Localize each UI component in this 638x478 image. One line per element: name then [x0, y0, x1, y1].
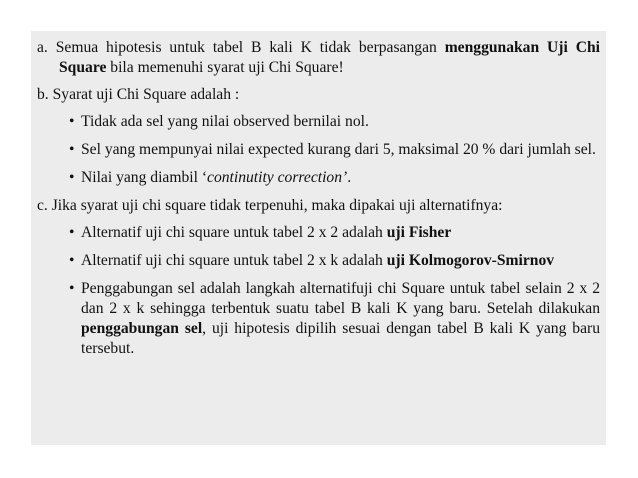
slide-content: [31, 31, 606, 445]
list-item-bold: penggabungan sel: [81, 320, 203, 337]
section-c-list: [37, 223, 600, 359]
list-item-text: Tidak ada sel yang nilai observed bernilai nol.: [81, 113, 369, 130]
section-a-paragraph: [37, 38, 600, 78]
section-a-tail: bila memenuhi syarat uji Chi Square!: [106, 59, 344, 76]
list-item-text: .: [347, 169, 352, 186]
bullet-icon: •: [69, 252, 75, 269]
list-item-text: Alternatif uji chi square untuk tabel 2 x 2 adalah: [81, 224, 387, 241]
list-item: [37, 279, 600, 359]
section-a-bold: menggunakan Uji Chi Square: [59, 39, 601, 76]
bullet-icon: •: [69, 113, 75, 130]
list-item-text: Nilai yang diambil ‘: [81, 169, 208, 186]
section-a-lead: a. Semua hipotesis untuk tabel B kali K tidak berpasangan: [37, 39, 445, 56]
bullet-icon: •: [69, 169, 75, 186]
list-item-bold: uji Kolmogorov-Smirnov: [386, 252, 555, 269]
list-item-text: Penggabungan sel adalah langkah alternatifuji chi Square untuk tabel selain 2 x 2 dan 2 x k sehingga terbentuk suatu tabel B kali K yang baru. Setelah dilakukan: [81, 280, 600, 317]
bullet-icon: •: [69, 224, 75, 241]
list-item-italic: continutity correction’: [207, 169, 348, 186]
list-item: [37, 168, 600, 188]
list-item: [37, 112, 600, 132]
section-b-list: [37, 112, 600, 188]
list-item-text: , uji hipotesis dipilih sesuai dengan tabel B kali K yang baru tersebut.: [81, 320, 600, 357]
bullet-icon: •: [69, 280, 75, 297]
list-item: [37, 223, 600, 243]
section-b-heading: b. Syarat uji Chi Square adalah :: [37, 86, 240, 103]
list-item: [37, 251, 600, 271]
section-c-heading: c. Jika syarat uji chi square tidak terpenuhi, maka dipakai uji alternatifnya:: [37, 197, 503, 214]
list-item-text: Alternatif uji chi square untuk tabel 2 x k adalah: [81, 252, 387, 269]
list-item-bold: uji Fisher: [386, 224, 452, 241]
list-item-text: Sel yang mempunyai nilai expected kurang dari 5, maksimal 20 % dari jumlah sel.: [81, 141, 596, 158]
list-item: [37, 140, 600, 160]
bullet-icon: •: [69, 141, 75, 158]
